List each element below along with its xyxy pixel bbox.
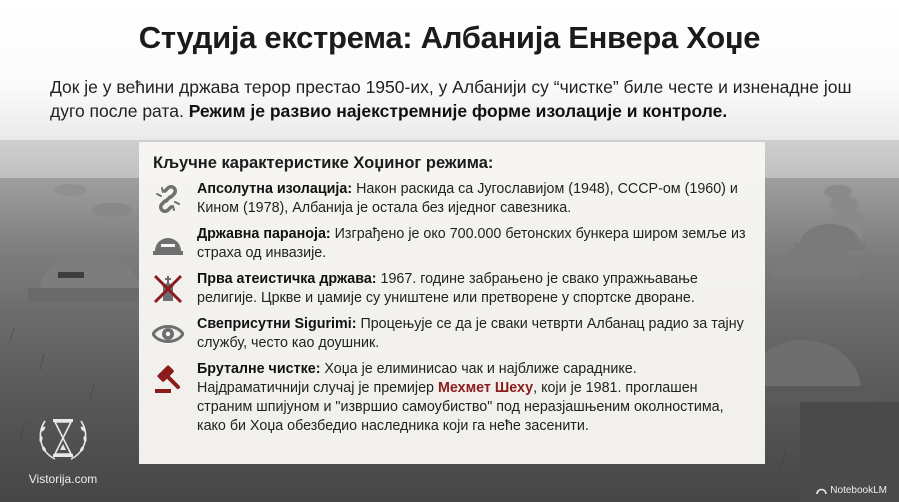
item-description-continued: , који је 1981. проглашен страним шпијуном и "извршио самоубиство" под неразјашњеним околностима, како би Хоџа обезбедио наследника који га неће засенити. [197, 380, 724, 434]
item-description: Након раскида са Југославијом (1948), СССР-ом (1960) и Кином (1978), Албанија је остала без иједног савезника. [197, 181, 738, 216]
vistorija-logo [18, 413, 108, 486]
broken-chain-icon [151, 182, 185, 216]
card-heading: Кључне карактеристике Хоџиног режима: [153, 154, 494, 172]
bunker-icon [151, 227, 185, 261]
list-item [151, 225, 751, 263]
list-item [151, 315, 751, 353]
list-item [151, 180, 751, 218]
item-title: Државна паранојa: [197, 226, 331, 242]
highlighted-name: Мехмет Шеху [437, 380, 534, 396]
item-text [197, 270, 751, 308]
list-item [151, 360, 751, 436]
page-title: Студија екстрема: Албанија Енвера Хоџе [138, 20, 761, 55]
item-description: Изграђено је око 700.000 бетонских бункера широм земље из страха од инвазије. [197, 226, 746, 261]
item-title: Бруталне чистке: [197, 361, 321, 377]
intro-bold-text: Режим је развио најекстремније форме изолације и контроле. [188, 101, 728, 121]
item-text [197, 315, 751, 353]
notebooklm-watermark [816, 485, 887, 496]
item-description: Процењује се да је сваки четврти Албанац радио за тајну службу, често као доушник. [197, 316, 744, 351]
item-title: Апсолутна изолација: [197, 181, 353, 197]
item-text [197, 180, 751, 218]
crossed-church-icon [151, 272, 185, 306]
item-description: Хоџа је елиминисао чак и најближе сараднике. Најдраматичнији случај је премијер [197, 361, 637, 396]
item-title: Прва атеистичка држава: [197, 271, 377, 287]
item-title: Свеприсутни Sigurimi: [197, 316, 357, 332]
item-description: 1967. године забрањено је свако упражњавање религије. Цркве и џамије су уништене или претворене у спортске дворане. [197, 271, 698, 306]
item-text [197, 225, 751, 263]
logo-text: Vistorija.com [28, 472, 98, 486]
eye-icon [151, 317, 185, 351]
hourglass-wreath-icon [35, 413, 91, 465]
list-item [151, 270, 751, 308]
notebooklm-icon [816, 486, 827, 495]
intro-paragraph [50, 75, 865, 123]
intro-text: Док је у већини држава терор престао 1950-их, у Албанији су “чистке” биле честе и изненадне још дуго после рата. [50, 77, 852, 121]
item-text [197, 360, 751, 436]
watermark-text: NotebookLM [830, 485, 887, 496]
gavel-icon [151, 362, 185, 396]
characteristics-card [139, 142, 765, 464]
